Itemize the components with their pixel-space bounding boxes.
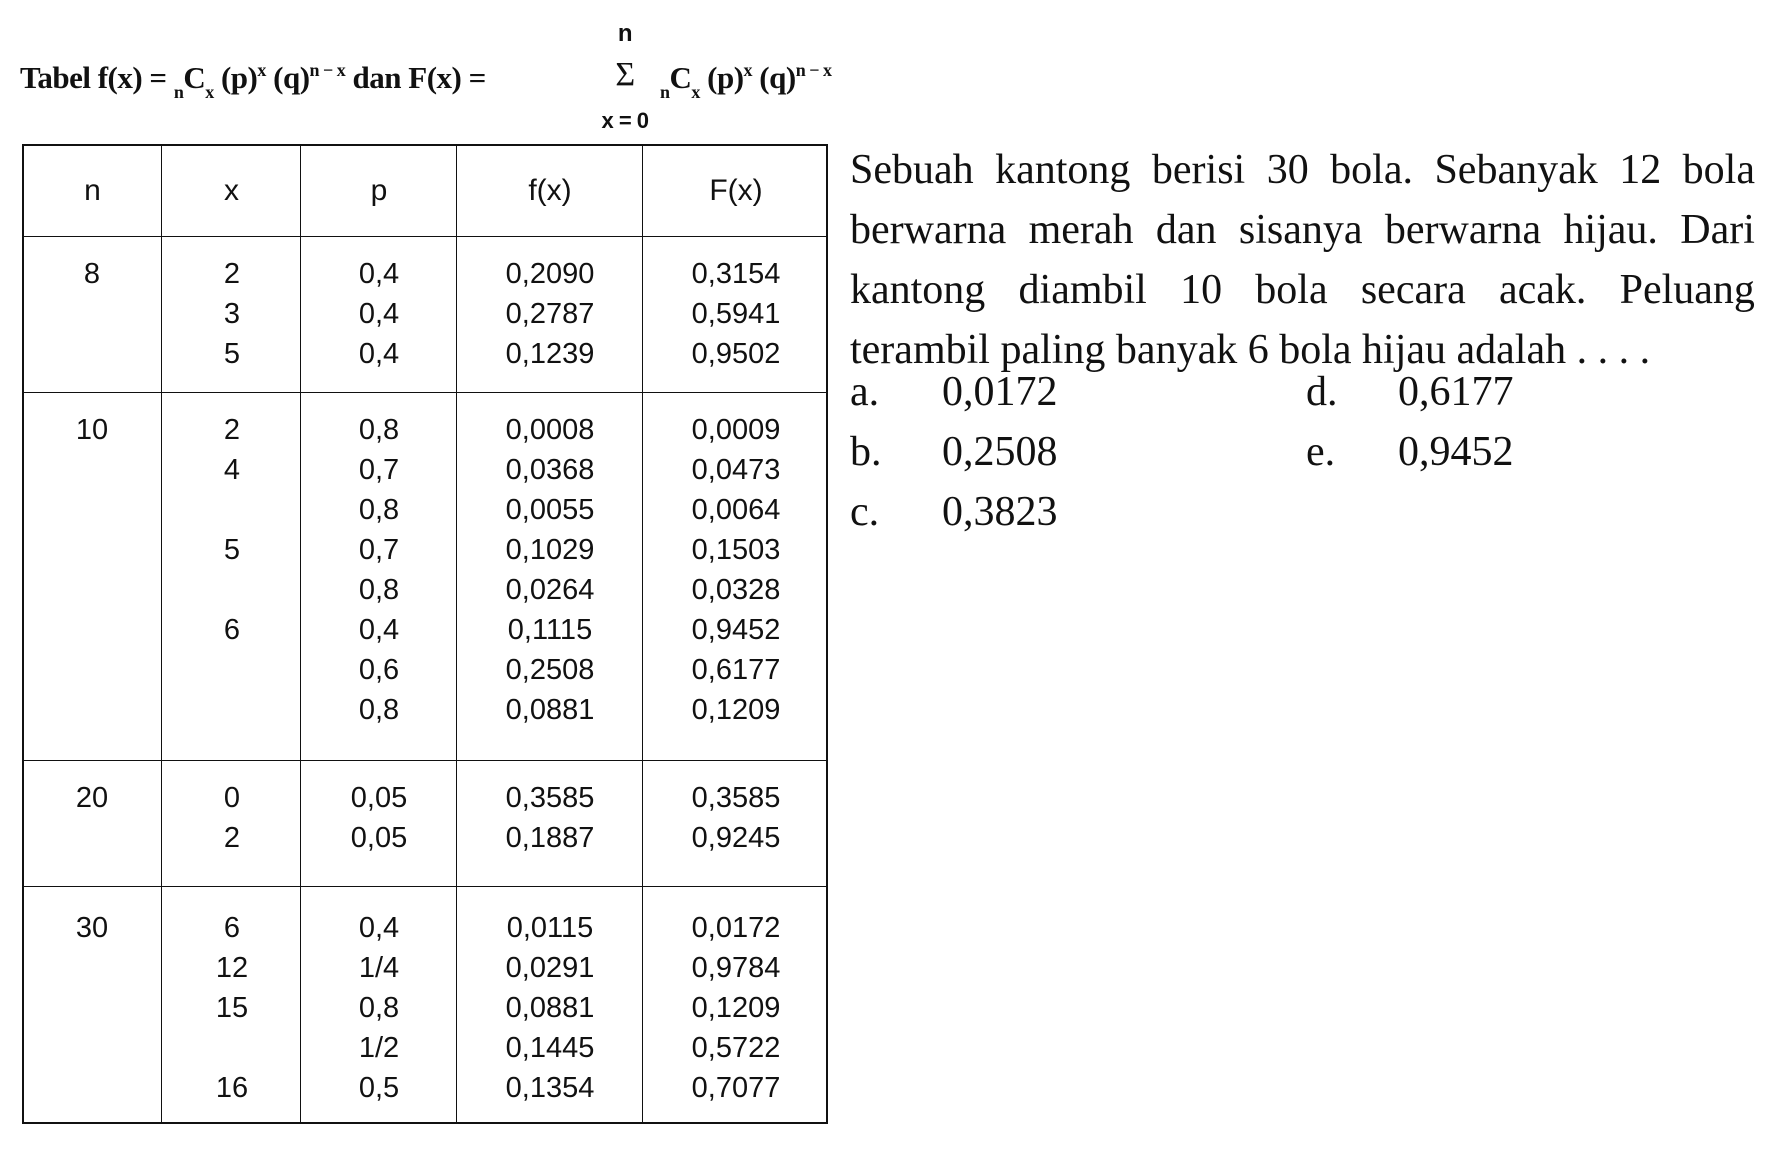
cell-fx: 0,2508 [505, 654, 595, 686]
binomial-table [22, 144, 828, 1124]
question-word: kantong [850, 267, 986, 313]
cell-Fx: 0,9784 [691, 952, 781, 984]
formula-F-sub-x: x [691, 82, 700, 102]
cell-fx: 0,2090 [505, 258, 595, 290]
header-divider [24, 236, 826, 237]
cell-p: 0,8 [358, 992, 400, 1024]
cell-Fx: 0,1209 [691, 992, 781, 1024]
question-line-1 [850, 140, 1755, 200]
sigma-upper-limit: n [617, 20, 633, 47]
question-word: acak. [1498, 267, 1587, 313]
cell-p: 0,05 [350, 782, 408, 814]
column-x [164, 778, 300, 858]
cell-fx: 0,2787 [505, 298, 595, 330]
question-word: berwarna [850, 207, 1007, 253]
sigma-lower-limit: x = 0 [601, 108, 649, 133]
question-word: berwarna [1384, 207, 1542, 253]
formula-c: C [183, 60, 206, 95]
cell-Fx: 0,1503 [691, 534, 781, 566]
question-word: bola. [1330, 147, 1413, 193]
formula-dan: dan F(x) = [345, 60, 486, 95]
cell-x: 5 [223, 338, 241, 370]
cell-fx: 0,1239 [505, 338, 595, 370]
cell-x [164, 490, 300, 530]
option-b[interactable] [850, 422, 1058, 482]
cell-fx: 0,3585 [505, 782, 595, 814]
header-n: n [84, 174, 101, 207]
formula-F-p: (p) [699, 60, 744, 95]
formula-F-q: (q) [752, 60, 796, 95]
cell-x [164, 650, 300, 690]
option-d[interactable] [1306, 362, 1514, 422]
question-word: dan [1155, 207, 1217, 253]
cell-Fx: 0,0473 [691, 454, 781, 486]
cell-fx: 0,1029 [505, 534, 595, 566]
question-word: sisanya [1238, 207, 1363, 253]
question-word: Peluang [1619, 267, 1755, 313]
cell-p: 0,4 [358, 298, 400, 330]
question-word: merah [1028, 207, 1134, 253]
cell-x: 0 [223, 782, 241, 814]
formula-q: (q) [265, 60, 310, 95]
question-text [850, 140, 1755, 380]
header-x: x [224, 174, 239, 207]
column-p [302, 908, 456, 1108]
cell-p: 0,4 [358, 258, 400, 290]
question-word: hijau. [1563, 207, 1658, 253]
cell-p: 0,4 [358, 338, 400, 370]
question-word: bola [1682, 147, 1755, 193]
formula-F-sup-x: x [743, 60, 753, 80]
cell-fx: 0,1115 [507, 614, 593, 646]
cell-x: 6 [223, 912, 241, 944]
cell-x: 5 [223, 534, 241, 566]
question-word: 10 [1180, 267, 1223, 313]
group-divider [24, 886, 826, 887]
cell-Fx: 0,0172 [691, 912, 781, 944]
cell-p: 0,4 [358, 614, 400, 646]
cell-n: 8 [83, 258, 101, 290]
cell-x: 3 [223, 298, 241, 330]
cell-x: 12 [215, 952, 249, 984]
formula-lead: Tabel f(x) = [20, 60, 174, 95]
cell-Fx: 0,5722 [691, 1032, 781, 1064]
cell-fx: 0,0264 [505, 574, 595, 606]
column-p [302, 778, 456, 858]
question-word: diambil [1018, 267, 1147, 313]
header-Fx: F(x) [709, 174, 763, 207]
column-Fx [644, 254, 828, 374]
cell-n: 20 [75, 782, 109, 814]
cell-p: 0,8 [358, 414, 400, 446]
cell-Fx: 0,3154 [691, 258, 781, 290]
option-label: d. [1306, 369, 1338, 415]
cell-x [164, 1028, 300, 1068]
formula-sub-x: x [205, 82, 214, 102]
cell-n: 10 [75, 414, 109, 446]
column-Fx [644, 778, 828, 858]
cell-x [164, 690, 300, 730]
option-value: 0,6177 [1398, 369, 1514, 415]
option-label: c. [850, 489, 880, 535]
formula-p: (p) [213, 60, 258, 95]
header-fx: f(x) [528, 174, 572, 207]
column-x [164, 410, 300, 730]
column-x [164, 254, 300, 374]
formula-F-term [660, 60, 832, 102]
sigma-symbol: Σ [615, 56, 635, 93]
column-p [302, 410, 456, 730]
cell-n: 30 [75, 912, 109, 944]
question-word: bola [1255, 267, 1328, 313]
cell-p: 1/2 [358, 1032, 400, 1064]
cell-fx: 0,0368 [505, 454, 595, 486]
cell-x [164, 570, 300, 610]
question-line-2 [850, 200, 1755, 260]
header-p: p [370, 174, 388, 207]
cell-fx: 0,1445 [505, 1032, 595, 1064]
cell-Fx: 0,5941 [691, 298, 781, 330]
cell-x: 2 [223, 822, 241, 854]
column-Fx [644, 908, 828, 1108]
cell-p: 0,8 [358, 694, 400, 726]
column-fx [458, 410, 642, 730]
formula-f [20, 60, 486, 102]
cell-Fx: 0,6177 [691, 654, 781, 686]
cell-Fx: 0,7077 [691, 1072, 781, 1104]
column-divider [161, 146, 162, 1122]
column-x [164, 908, 300, 1108]
question-word: kantong [995, 147, 1131, 193]
cell-x: 2 [223, 414, 241, 446]
cell-p: 0,8 [358, 494, 400, 526]
formula-F-c: C [669, 60, 692, 95]
cell-fx: 0,0115 [506, 912, 594, 944]
formula-F-sub-n: n [660, 82, 670, 102]
cell-Fx: 0,0009 [691, 414, 781, 446]
column-divider [456, 146, 457, 1122]
group-divider [24, 760, 826, 761]
cell-Fx: 0,9452 [691, 614, 781, 646]
cell-Fx: 0,9245 [691, 822, 781, 854]
cell-x: 2 [223, 258, 241, 290]
cell-Fx: 0,9502 [691, 338, 781, 370]
option-value: 0,0172 [942, 369, 1058, 415]
cell-fx: 0,0055 [505, 494, 595, 526]
cell-fx: 0,0881 [505, 694, 595, 726]
question-word: Sebanyak [1434, 147, 1598, 193]
cell-p: 0,7 [358, 454, 400, 486]
cell-Fx: 0,0328 [691, 574, 781, 606]
cell-Fx: 0,3585 [691, 782, 781, 814]
question-word: secara [1360, 267, 1466, 313]
group-divider [24, 392, 826, 393]
cell-p: 0,7 [358, 534, 400, 566]
formula-sup-nx: n − x [309, 60, 346, 80]
option-label: b. [850, 429, 882, 475]
cell-p: 0,6 [358, 654, 400, 686]
option-a[interactable] [850, 362, 1058, 422]
cell-x: 15 [215, 992, 249, 1024]
cell-x: 6 [223, 614, 241, 646]
cell-p: 0,5 [358, 1072, 400, 1104]
cell-p: 0,05 [350, 822, 408, 854]
question-line-3 [850, 260, 1755, 320]
cell-p: 0,4 [358, 912, 400, 944]
column-Fx [644, 410, 828, 730]
option-label: a. [850, 369, 880, 415]
cell-p: 1/4 [358, 952, 400, 984]
formula-F-sup-nx: n − x [795, 60, 832, 80]
option-c[interactable] [850, 482, 1058, 542]
option-value: 0,9452 [1398, 429, 1514, 475]
column-fx [458, 778, 642, 858]
column-fx [458, 254, 642, 374]
cell-fx: 0,0291 [505, 952, 595, 984]
option-value: 0,3823 [942, 489, 1058, 535]
question-word: Dari [1680, 207, 1755, 253]
question-line-4: terambil paling banyak 6 bola hijau adalah . . . . [850, 327, 1651, 373]
cell-fx: 0,0008 [505, 414, 595, 446]
formula-sup-x: x [257, 60, 266, 80]
question-word: 12 [1619, 147, 1662, 193]
column-divider [300, 146, 301, 1122]
question-word: berisi [1151, 147, 1246, 193]
table-title-formula [20, 20, 920, 133]
cell-fx: 0,1354 [505, 1072, 595, 1104]
column-p [302, 254, 456, 374]
question-word: Sebuah [850, 147, 974, 193]
question-word: 30 [1266, 147, 1309, 193]
option-e[interactable] [1306, 422, 1514, 482]
column-fx [458, 908, 642, 1108]
cell-x: 16 [215, 1072, 249, 1104]
cell-x: 4 [223, 454, 241, 486]
option-value: 0,2508 [942, 429, 1058, 475]
cell-p: 0,8 [358, 574, 400, 606]
column-divider [642, 146, 643, 1122]
formula-sub-n: n [173, 82, 184, 102]
cell-fx: 0,0881 [505, 992, 595, 1024]
option-label: e. [1306, 429, 1336, 475]
cell-Fx: 0,1209 [691, 694, 781, 726]
cell-Fx: 0,0064 [691, 494, 781, 526]
cell-fx: 0,1887 [505, 822, 595, 854]
